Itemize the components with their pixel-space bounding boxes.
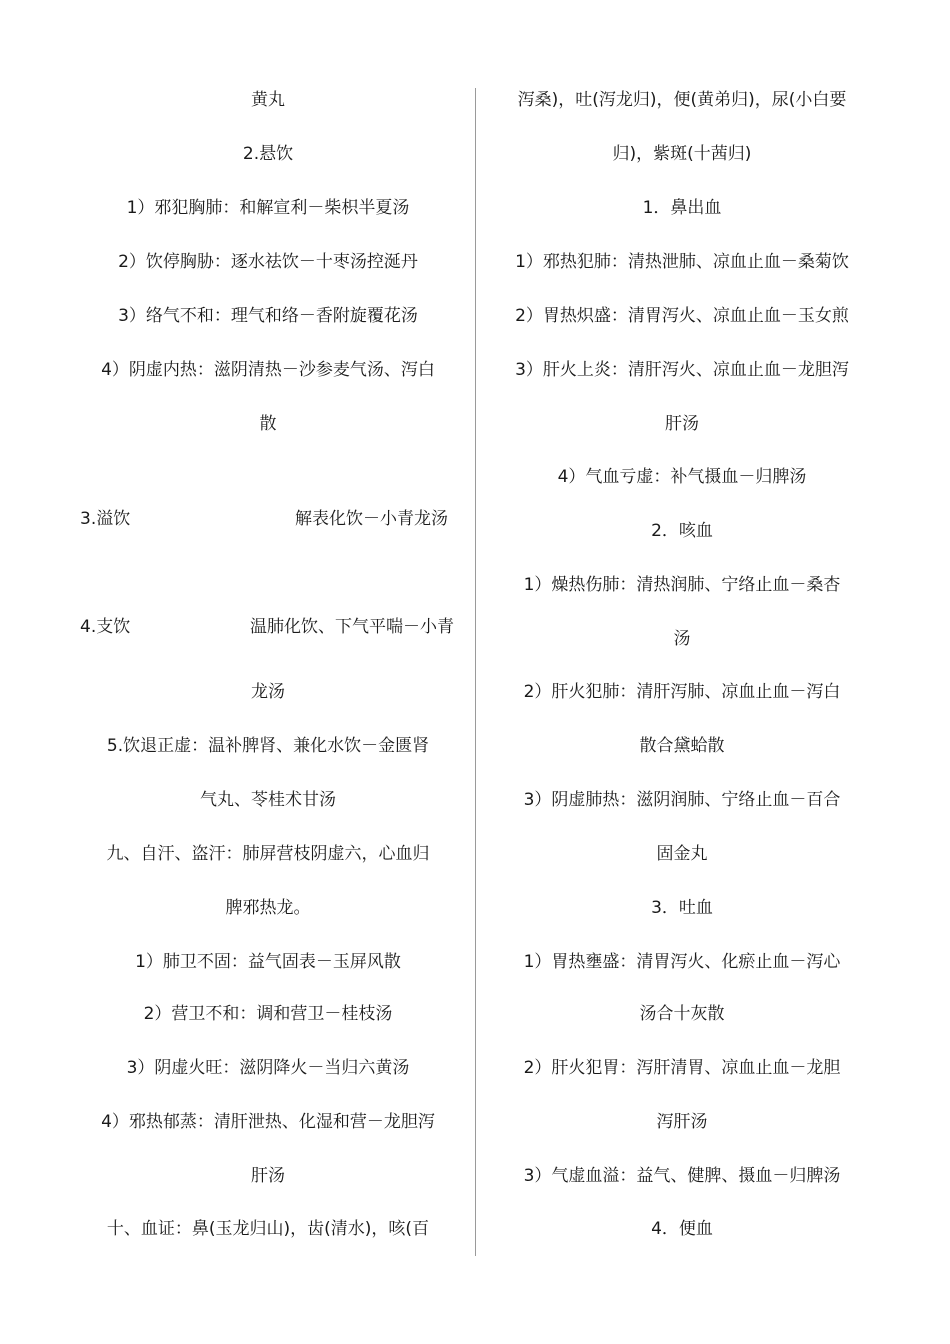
section-heading: 九、自汗、盗汗：肺屏营枝阴虚六，心血归 <box>106 844 430 864</box>
section-label: 3.溢饮 <box>80 509 131 529</box>
section-heading: 2.悬饮 <box>242 144 294 164</box>
text-line: 3）肝火上炎：清肝泻火、凉血止血－龙胆泻 <box>515 360 849 380</box>
text-line: 2）营卫不和：调和营卫－桂枝汤 <box>143 1004 393 1024</box>
text-line: 4）阴虚内热：滋阴清热－沙参麦气汤、泻白 <box>101 360 435 380</box>
text-line: 2）肝火犯肺：清肝泻肺、凉血止血－泻白 <box>523 682 841 702</box>
text-line: 泻桑)，吐(泻龙归)，便(黄弟归)，尿(小白要 <box>517 90 847 110</box>
text-line: 泻肝汤 <box>656 1112 708 1132</box>
text-line: 2）肝火犯胃：泻肝清胃、凉血止血－龙胆 <box>523 1058 841 1078</box>
section-label: 4.支饮 <box>80 617 131 637</box>
text-line: 1）邪犯胸肺：和解宣利－柴枳半夏汤 <box>126 198 410 218</box>
text-line: 归)，紫斑(十茜归) <box>612 144 752 164</box>
text-line: 气丸、苓桂术甘汤 <box>200 790 336 810</box>
text-line: 3）气虚血溢：益气、健脾、摄血－归脾汤 <box>523 1166 841 1186</box>
text-line: 肝汤 <box>251 1166 285 1186</box>
text-line: 散 <box>259 414 277 434</box>
section-heading: 2．咳血 <box>651 521 713 541</box>
text-line: 黄丸 <box>251 90 285 110</box>
section-heading: 4．便血 <box>651 1219 713 1239</box>
text-line: 3）络气不和：理气和络－香附旋覆花汤 <box>118 306 418 326</box>
text-line: 1）邪热犯肺：清热泄肺、凉血止血－桑菊饮 <box>515 252 849 272</box>
column-divider <box>475 88 476 1256</box>
text-line: 5.饮退正虚：温补脾肾、兼化水饮－金匮肾 <box>106 736 430 756</box>
text-line: 2）饮停胸胁：逐水祛饮－十枣汤控涎丹 <box>118 252 418 272</box>
section-text: 解表化饮－小青龙汤 <box>295 509 448 529</box>
text-line: 2）胃热炽盛：清胃泻火、凉血止血－玉女煎 <box>515 306 849 326</box>
section-heading: 3．吐血 <box>651 898 713 918</box>
text-line: 固金丸 <box>656 844 708 864</box>
text-line: 汤合十灰散 <box>639 1004 725 1024</box>
section-text: 温肺化饮、下气平喘－小青 <box>250 617 454 637</box>
text-line: 汤 <box>673 629 691 649</box>
text-line: 4）气血亏虚：补气摄血－归脾汤 <box>557 467 807 487</box>
section-heading: 1．鼻出血 <box>642 198 722 218</box>
text-line: 4）邪热郁蒸：清肝泄热、化湿和营－龙胆泻 <box>101 1112 435 1132</box>
text-line: 脾邪热龙。 <box>225 898 311 918</box>
text-line: 肝汤 <box>665 414 699 434</box>
text-line: 3）阴虚肺热：滋阴润肺、宁络止血－百合 <box>523 790 841 810</box>
text-line: 1）胃热壅盛：清胃泻火、化瘀止血－泻心 <box>523 952 841 972</box>
text-line: 散合黛蛤散 <box>639 736 725 756</box>
text-line: 1）肺卫不固：益气固表－玉屏风散 <box>135 952 401 972</box>
section-heading: 十、血证：鼻(玉龙归山)，齿(清水)，咳(百 <box>106 1219 430 1239</box>
text-line: 龙汤 <box>251 682 285 702</box>
text-line: 3）阴虚火旺：滋阴降火－当归六黄汤 <box>126 1058 410 1078</box>
text-line: 1）燥热伤肺：清热润肺、宁络止血－桑杏 <box>523 575 841 595</box>
